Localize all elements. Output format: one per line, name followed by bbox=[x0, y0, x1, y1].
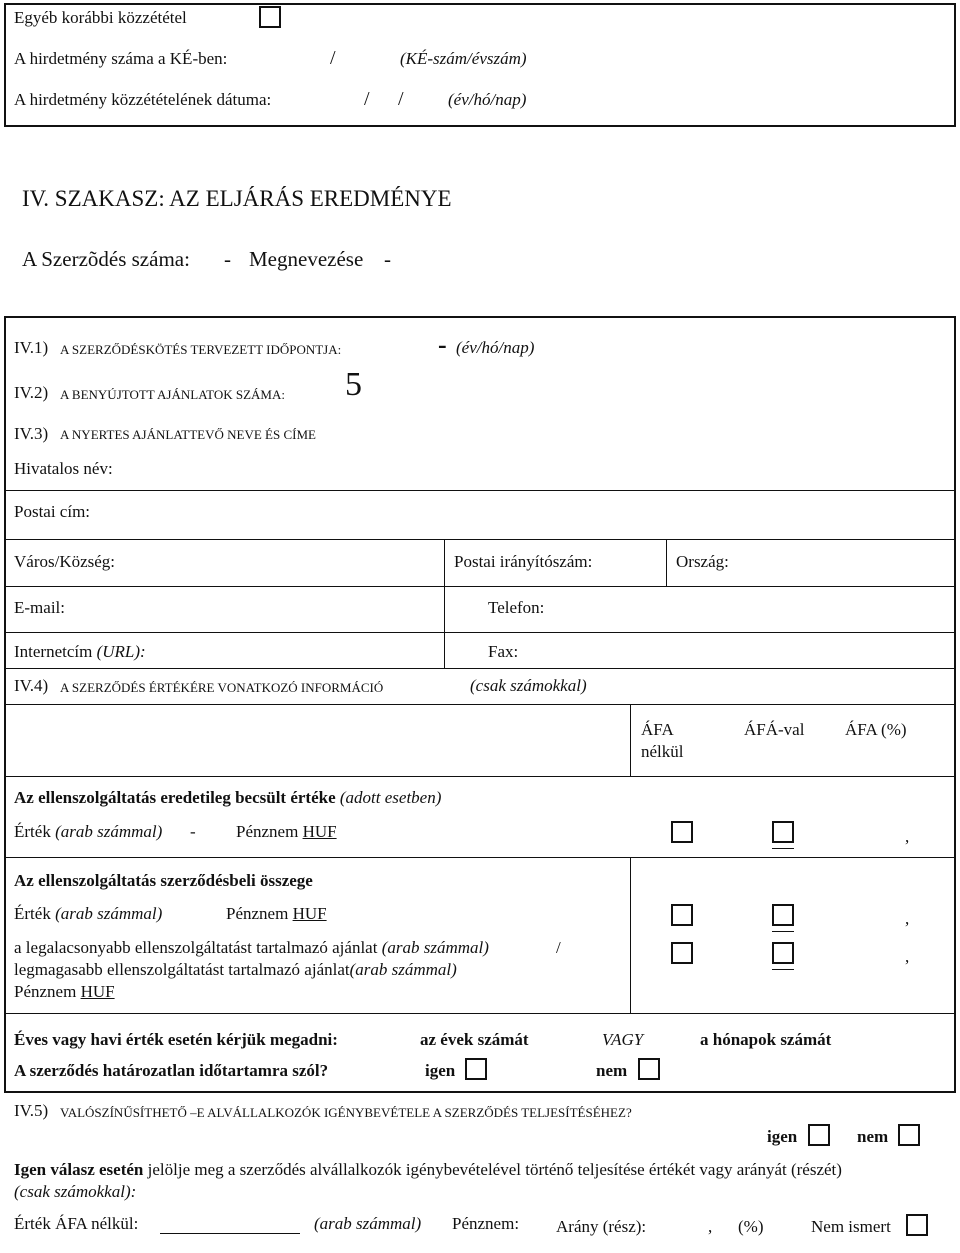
divider bbox=[444, 539, 445, 669]
email-field[interactable]: E-mail: bbox=[14, 598, 65, 617]
contract-total-title: Az ellenszolgáltatás szerződésbeli összege bbox=[14, 871, 313, 890]
subcontract-arab-hint: (arab számmal) bbox=[314, 1214, 422, 1233]
currency-value: HUF bbox=[292, 904, 327, 923]
yes-answer-bold: Igen válasz esetén bbox=[14, 1160, 144, 1179]
iv3-number: IV.3) bbox=[14, 424, 49, 443]
value-hint: (arab számmal) bbox=[349, 960, 457, 979]
subcontract-value-label: Érték ÁFA nélkül: bbox=[14, 1214, 139, 1233]
annual-value-label: Éves vagy havi érték esetén kérjük megadni: bbox=[14, 1030, 338, 1049]
divider bbox=[666, 539, 667, 586]
highest-text: legmagasabb ellenszolgáltatást tartalmazó ajánlat bbox=[14, 960, 350, 979]
yes-answer-text: jelölje meg a szerződés alvállalkozók igénybevételével történő teljesítése értékét vagy arányát (részét) bbox=[147, 1160, 842, 1179]
country-field[interactable]: Ország: bbox=[676, 552, 729, 571]
value-hint: (arab számmal) bbox=[55, 904, 163, 923]
official-name-field[interactable]: Hivatalos név: bbox=[14, 459, 113, 478]
divider bbox=[4, 490, 956, 491]
currency-label: Pénznem bbox=[14, 982, 77, 1001]
total-with-vat-checkbox[interactable] bbox=[772, 904, 794, 926]
total-vat-comma: , bbox=[905, 909, 910, 928]
publication-date-separator-1: / bbox=[364, 88, 370, 110]
contract-total-field[interactable] bbox=[14, 904, 162, 924]
indefinite-yes-label: igen bbox=[425, 1061, 456, 1080]
estimated-value-hint: (adott esetben) bbox=[339, 788, 442, 807]
postal-address-field[interactable]: Postai cím: bbox=[14, 502, 91, 521]
subcontract-no-checkbox[interactable] bbox=[898, 1124, 920, 1146]
iv1-label: A SZERZŐDÉSKÖTÉS TERVEZETT IDŐPONTJA: bbox=[60, 342, 342, 357]
yes-answer-instruction bbox=[14, 1160, 842, 1180]
contract-total-currency bbox=[226, 904, 327, 924]
lowest-highest-separator: / bbox=[556, 938, 561, 957]
divider bbox=[4, 776, 956, 777]
iv3-label: A NYERTES AJÁNLATTEVŐ NEVE ÉS CÍME bbox=[60, 427, 316, 442]
currency-value: HUF bbox=[302, 822, 337, 841]
subcontract-yes-checkbox[interactable] bbox=[808, 1124, 830, 1146]
value-hint: (arab számmal) bbox=[381, 938, 489, 957]
phone-field[interactable]: Telefon: bbox=[488, 598, 545, 617]
indefinite-no-checkbox[interactable] bbox=[638, 1058, 660, 1080]
divider bbox=[4, 668, 956, 669]
divider bbox=[630, 857, 631, 1014]
estimated-value-row bbox=[14, 788, 441, 808]
underline bbox=[772, 848, 794, 849]
other-previous-publication-label: Egyéb korábbi közzététel bbox=[14, 8, 187, 27]
subcontract-yes-label: igen bbox=[767, 1127, 798, 1146]
divider bbox=[4, 586, 956, 587]
url-hint: (URL): bbox=[96, 642, 146, 661]
notice-number-hint: (KÉ-szám/évszám) bbox=[400, 49, 527, 68]
range-vat-comma: , bbox=[905, 947, 910, 966]
currency-label: Pénznem bbox=[236, 822, 299, 841]
iv1-hint: (év/hó/nap) bbox=[456, 338, 535, 357]
url-field[interactable] bbox=[14, 642, 146, 662]
value-label: Érték bbox=[14, 904, 51, 923]
city-field[interactable]: Város/Község: bbox=[14, 552, 116, 571]
col-with-vat: ÁFÁ-val bbox=[744, 720, 805, 739]
estimated-currency bbox=[236, 822, 337, 842]
notice-number-separator: / bbox=[330, 47, 336, 69]
divider bbox=[630, 704, 631, 776]
estimated-value-dash: - bbox=[190, 822, 196, 841]
range-with-vat-checkbox[interactable] bbox=[772, 942, 794, 964]
est-with-vat-checkbox[interactable] bbox=[772, 821, 794, 843]
iv2-label: A BENYÚJTOTT AJÁNLATOK SZÁMA: bbox=[60, 387, 285, 402]
col-vat-percent: ÁFA (%) bbox=[845, 720, 907, 739]
iv2-value: 5 bbox=[345, 366, 362, 403]
iv4-hint: (csak számokkal) bbox=[470, 676, 587, 695]
other-previous-publication-checkbox[interactable] bbox=[259, 6, 281, 28]
subcontract-ratio-label: Arány (rész): bbox=[556, 1217, 647, 1236]
divider bbox=[4, 857, 956, 858]
indefinite-yes-checkbox[interactable] bbox=[465, 1058, 487, 1080]
subcontract-percent-label: (%) bbox=[738, 1217, 764, 1236]
indefinite-duration-label: A szerződés határozatlan időtartamra szól? bbox=[14, 1061, 329, 1080]
underline bbox=[772, 969, 794, 970]
divider bbox=[4, 539, 956, 540]
currency-label: Pénznem bbox=[226, 904, 289, 923]
months-count-field[interactable]: a hónapok számát bbox=[700, 1030, 832, 1049]
iv1-number: IV.1) bbox=[14, 338, 49, 357]
publication-date-label: A hirdetmény közzétételének dátuma: bbox=[14, 90, 272, 109]
estimated-value-title: Az ellenszolgáltatás eredetileg becsült értéke bbox=[14, 788, 336, 807]
iv5-number: IV.5) bbox=[14, 1101, 49, 1120]
iv4-number: IV.4) bbox=[14, 676, 49, 695]
publication-date-separator-2: / bbox=[398, 88, 404, 110]
indefinite-no-label: nem bbox=[596, 1061, 628, 1080]
est-without-vat-checkbox[interactable] bbox=[671, 821, 693, 843]
subcontract-currency-label: Pénznem: bbox=[452, 1214, 520, 1233]
est-vat-comma: , bbox=[905, 827, 910, 846]
underline bbox=[772, 931, 794, 932]
highest-offer-label bbox=[14, 960, 457, 980]
value-label: Érték bbox=[14, 822, 51, 841]
divider bbox=[4, 632, 956, 633]
url-label: Internetcím bbox=[14, 642, 93, 661]
value-hint: (arab számmal) bbox=[55, 822, 163, 841]
currency-value: HUF bbox=[80, 982, 115, 1001]
contract-name-value: - bbox=[384, 247, 391, 271]
lowest-text: a legalacsonyabb ellenszolgáltatást tartalmazó ajánlat bbox=[14, 938, 378, 957]
section-title: IV. SZAKASZ: AZ ELJÁRÁS EREDMÉNYE bbox=[22, 186, 452, 211]
iv2-number: IV.2) bbox=[14, 383, 49, 402]
total-without-vat-checkbox[interactable] bbox=[671, 904, 693, 926]
fax-field[interactable]: Fax: bbox=[488, 642, 519, 661]
publication-date-hint: (év/hó/nap) bbox=[448, 90, 527, 109]
iv4-label: A SZERZŐDÉS ÉRTÉKÉRE VONATKOZÓ INFORMÁCIÓ bbox=[60, 680, 384, 695]
col-without-vat-line2: nélkül bbox=[641, 742, 684, 761]
col-without-vat-line1: ÁFA bbox=[641, 720, 674, 739]
iv5-label: VALÓSZÍNŰSÍTHETŐ –E ALVÁLLALKOZÓK IGÉNYBEVÉTELE A SZERZŐDÉS TELJESÍTÉSÉHEZ? bbox=[60, 1105, 632, 1120]
zip-field[interactable]: Postai irányítószám: bbox=[454, 552, 593, 571]
contract-number-label: A Szerzõdés száma: bbox=[22, 247, 190, 271]
or-label: VAGY bbox=[602, 1030, 644, 1049]
range-without-vat-checkbox[interactable] bbox=[671, 942, 693, 964]
subcontract-value-input[interactable] bbox=[160, 1233, 300, 1234]
contract-number-value: - bbox=[224, 247, 231, 271]
notice-number-label: A hirdetmény száma a KÉ-ben: bbox=[14, 49, 228, 68]
estimated-value-field[interactable] bbox=[14, 822, 162, 842]
numbers-only-hint: (csak számokkal): bbox=[14, 1182, 137, 1201]
contract-name-label: Megnevezése bbox=[249, 247, 364, 271]
range-currency bbox=[14, 982, 115, 1002]
subcontract-unknown-checkbox[interactable] bbox=[906, 1214, 928, 1236]
subcontract-unknown-label: Nem ismert bbox=[811, 1217, 891, 1236]
subcontract-ratio-comma: , bbox=[708, 1217, 713, 1236]
subcontract-no-label: nem bbox=[857, 1127, 889, 1146]
iv1-value: - bbox=[438, 330, 447, 359]
years-count-field[interactable]: az évek számát bbox=[420, 1030, 529, 1049]
lowest-offer-label bbox=[14, 938, 489, 958]
